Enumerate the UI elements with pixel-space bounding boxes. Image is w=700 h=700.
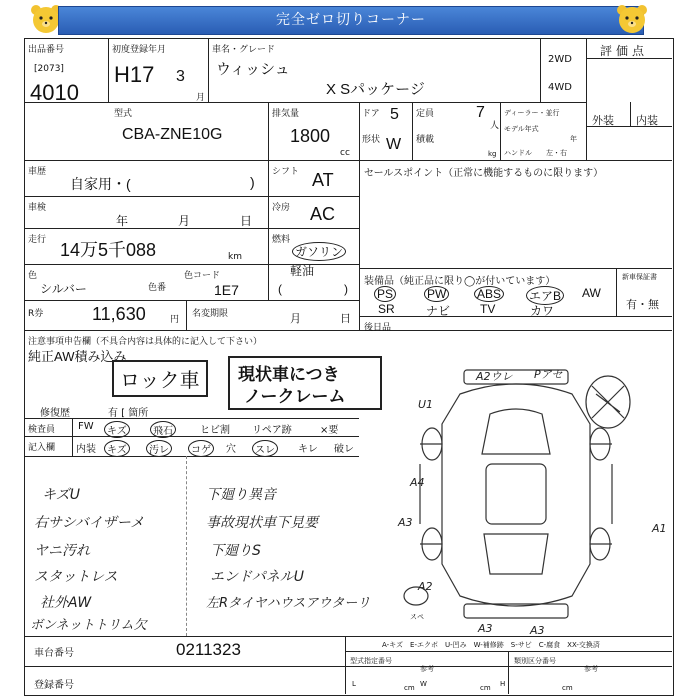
check-int-wear: スレ <box>252 440 278 457</box>
color-code: 1E7 <box>214 282 239 298</box>
drive-2wd: 2WD <box>548 54 572 65</box>
load-label: 積載 <box>416 135 435 145</box>
check-interior: 内装 <box>76 444 96 455</box>
check-stone: 飛石 <box>150 421 176 438</box>
inspection-label: 車検 <box>28 203 47 213</box>
remark-right-4: エンドパネルU <box>210 569 304 585</box>
shift-label: シフト <box>272 167 300 177</box>
capacity-unit: 人 <box>490 121 500 131</box>
eval-exterior: 外装 <box>592 114 614 127</box>
dim-w: W <box>420 680 427 688</box>
dealer-label: ディーラー・並行 <box>504 109 560 117</box>
equip-ps: PS <box>374 286 396 302</box>
fuel-close: ) <box>344 282 348 296</box>
load-unit: kg <box>488 150 497 158</box>
model-year-unit: 年 <box>570 135 577 143</box>
color-code-label: 色コード <box>184 271 221 281</box>
color-label: 色 <box>28 271 38 281</box>
equip-tv: TV <box>480 302 496 316</box>
handle-label: ハンドル <box>504 149 532 157</box>
dim-l: L <box>352 680 356 688</box>
handle-options: 左・右 <box>546 149 567 157</box>
remark-right-5: 左Rタイヤハウスアウターリ <box>206 596 371 611</box>
dim-w-cm: cm <box>480 684 491 692</box>
diagram-label-a3-rear2: A3 <box>530 624 545 637</box>
diagram-label-a1: A1 <box>652 522 667 535</box>
equip-aw: AW <box>582 286 601 300</box>
diagram-label-pase: Pアセ <box>534 368 563 381</box>
displacement-unit: cc <box>340 148 350 158</box>
equip-sr: SR <box>378 302 395 316</box>
diagram-label-a3-rear1: A3 <box>478 622 493 635</box>
remark-left-4: スタットレス <box>34 569 118 585</box>
model-code: CBA-ZNE10G <box>122 126 223 143</box>
color-value: シルバー <box>40 282 87 296</box>
first-reg-month-unit: 月 <box>196 93 206 103</box>
remark-right-1: 下廻り異音 <box>206 487 276 503</box>
sales-point-label: セールスポイント（正常に機能するものに限ります） <box>364 168 604 179</box>
dim-h: H <box>500 680 506 688</box>
dim-h-cm: cm <box>562 684 573 692</box>
name-change-day: 日 <box>340 312 351 325</box>
remark-right-2: 事故現状車下見要 <box>206 515 318 531</box>
aircon-value: AC <box>310 204 336 224</box>
price-label: R券 <box>28 309 44 319</box>
name-change-month: 月 <box>290 312 301 325</box>
diagram-label-spare: スペ <box>410 613 424 621</box>
equip-abs: ABS <box>474 286 504 302</box>
after-label: 後日品 <box>364 323 392 333</box>
first-reg-era: H17 <box>114 62 155 87</box>
remark-left-6: ボンネットトリム欠 <box>30 618 147 633</box>
recycle-options: 有・無 <box>626 298 659 311</box>
check-int-hole: 穴 <box>226 444 236 455</box>
displacement-value: 1800 <box>290 126 331 146</box>
notes-label: 注意事項申告欄（不具合内容は具体的に記入して下さい） <box>28 337 263 347</box>
reg-no-label: 登録番号 <box>34 680 74 691</box>
damage-legend: A-キズ E-エクボ U-凹み W-補修跡 S-サビ C-腐食 XX-交換済 <box>382 641 600 649</box>
mileage-value: 14万5千088 <box>60 240 157 260</box>
notes-line1: 純正AW積み込み <box>28 349 127 364</box>
repair-value: 有 [ 箇所 <box>108 408 149 419</box>
check-int-cut: キレ <box>298 444 318 455</box>
stamp-noclaim: 現状車につき ノークレーム <box>228 356 382 410</box>
shift-value: AT <box>312 170 334 190</box>
equip-navi: ナビ <box>426 304 451 318</box>
equipment-label: 装備品（純正品に限り◯が付いています） <box>364 276 556 287</box>
eval-interior: 内装 <box>636 114 658 127</box>
model-name: ウィッシュ <box>216 61 290 78</box>
banner-title: 完全ゼロ切りコーナー <box>58 6 644 35</box>
eval-label: 評価点 <box>600 44 649 58</box>
inspection-month: 月 <box>178 214 191 228</box>
aircon-label: 冷房 <box>272 203 291 213</box>
fuel-label: 燃料 <box>272 235 291 245</box>
chassis-label: 車台番号 <box>34 648 74 659</box>
diagram-label-a4: A4 <box>410 476 425 489</box>
equip-pw: PW <box>424 286 449 302</box>
displacement-label: 排気量 <box>272 109 300 119</box>
drive-4wd: 4WD <box>548 82 572 93</box>
check-fw: FW <box>78 421 94 432</box>
check-int-torn: 破レ <box>334 444 354 455</box>
lot-label: 出品番号 <box>28 45 65 55</box>
mileage-unit: km <box>228 252 242 262</box>
price-value: 11,630 <box>92 304 146 324</box>
car-damage-diagram <box>360 334 672 634</box>
check-int-dirt: 汚レ <box>146 440 172 457</box>
diagram-label-a2-rear: A2 <box>418 580 433 593</box>
first-reg-month: 3 <box>176 68 185 85</box>
model-code-label: 型式 <box>114 109 133 119</box>
diagram-label-a2: A2ウレ <box>476 370 513 383</box>
repair-label: 修復歴 <box>40 408 70 419</box>
history-value: 自家用・( <box>70 176 131 192</box>
doors-label: ドア <box>362 109 380 119</box>
check-int-burn: コゲ <box>188 440 214 457</box>
fuel-gasoline: ガソリン <box>292 242 346 261</box>
fuel-diesel: 軽油 <box>290 264 315 278</box>
bear-mascot-icon <box>612 2 652 36</box>
chassis-value: 0211323 <box>176 640 241 659</box>
check-crack: ヒビ割 <box>200 425 230 436</box>
check-scratch: キズ <box>104 421 130 438</box>
equip-leather: カワ <box>530 304 555 318</box>
capacity-label: 定員 <box>416 109 435 119</box>
recycle-label: 新車保証書 <box>622 273 657 281</box>
remark-left-1: キズU <box>42 487 80 503</box>
class-spec-ref: 参考 <box>584 665 598 673</box>
fuel-open: ( <box>278 282 282 296</box>
diagram-label-a3-left: A3 <box>398 516 413 529</box>
inspection-day: 日 <box>240 214 253 228</box>
remark-right-3: 下廻りS <box>210 543 261 559</box>
diagram-label-u1: U1 <box>418 398 434 411</box>
mileage-label: 走行 <box>28 235 47 245</box>
shape-value: W <box>386 136 402 153</box>
name-change-label: 名変期限 <box>192 309 229 319</box>
lot-sub: [2073] <box>34 64 64 74</box>
banner <box>0 0 700 38</box>
check-required: ×要 <box>320 425 339 436</box>
remark-left-5: 社外AW <box>40 595 92 611</box>
check-repair: リペア跡 <box>252 425 292 436</box>
dim-l-cm: cm <box>404 684 415 692</box>
model-name-label: 車名・グレード <box>212 45 276 55</box>
lot-number: 4010 <box>30 80 79 105</box>
check-label-1: 検査員 <box>28 425 56 435</box>
type-spec-label: 型式指定番号 <box>350 657 392 665</box>
color-num-label: 色番 <box>148 283 167 293</box>
first-reg-label: 初度登録年月 <box>112 45 167 55</box>
history-close: ) <box>250 174 255 190</box>
stamp-locked: ロック車 <box>112 360 208 397</box>
equip-airbag: エアB <box>526 286 564 305</box>
remark-left-3: ヤニ汚れ <box>34 543 90 559</box>
class-spec-label: 類別区分番号 <box>514 657 556 665</box>
check-label-2: 記入欄 <box>28 443 56 453</box>
model-grade: X Sパッケージ <box>326 81 425 98</box>
type-spec-ref: 参考 <box>420 665 434 673</box>
shape-label: 形状 <box>362 135 381 145</box>
history-label: 車歴 <box>28 167 47 177</box>
capacity-value: 7 <box>476 104 485 121</box>
inspection-year: 年 <box>116 214 129 228</box>
price-unit: 円 <box>170 315 180 325</box>
doors-value: 5 <box>390 106 399 123</box>
model-year-label: モデル年式 <box>504 125 539 133</box>
check-int-scratch: キズ <box>104 440 130 457</box>
remark-left-2: 右サシバイザーメ <box>34 515 145 531</box>
